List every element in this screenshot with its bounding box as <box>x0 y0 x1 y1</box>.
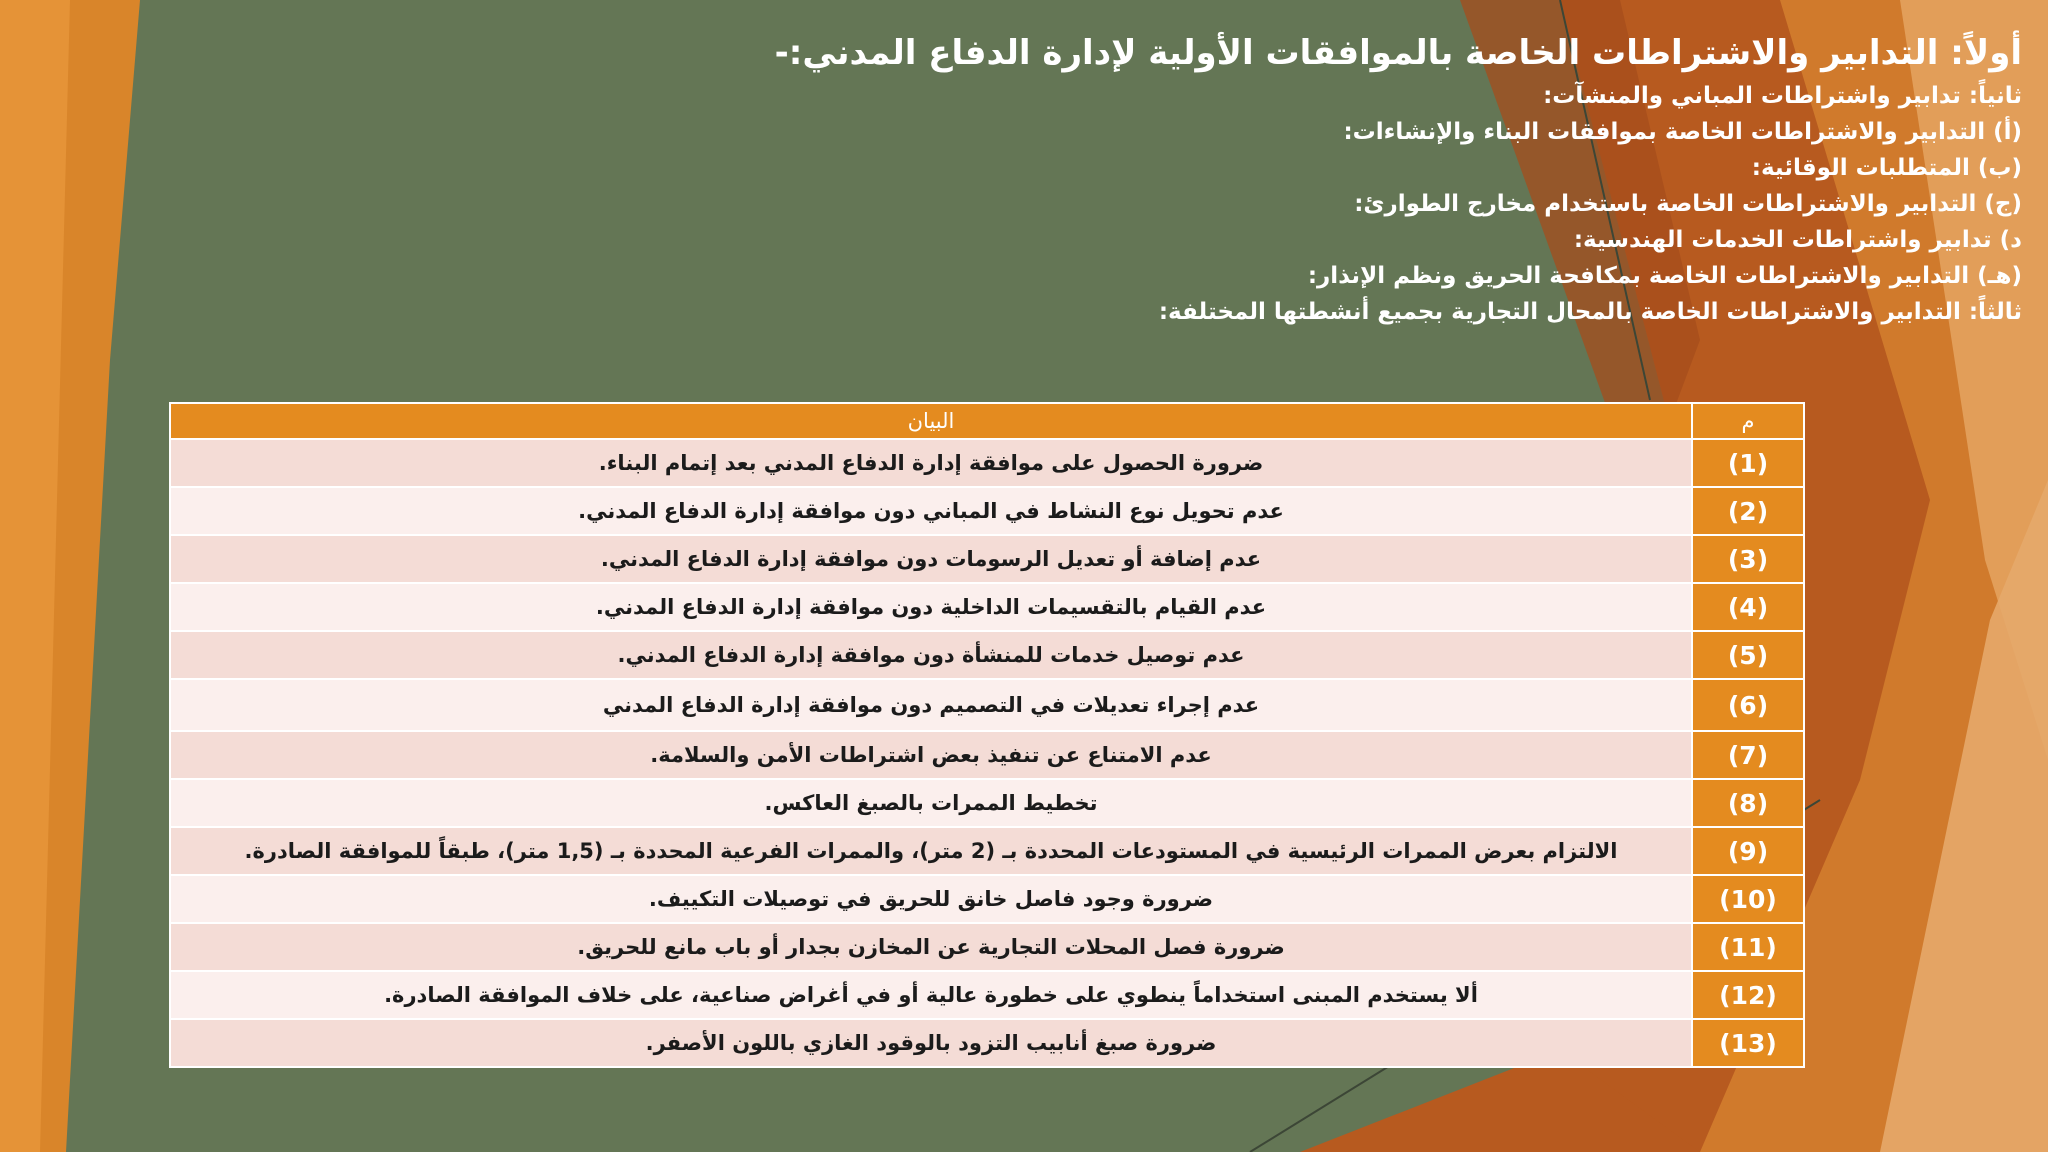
table-row <box>170 827 1804 875</box>
slide-heading <box>775 30 2022 330</box>
row-text: عدم توصيل خدمات للمنشأة دون موافقة إدارة الدفاع المدني. <box>170 631 1692 679</box>
heading-line-4: (ج) التدابير والاشتراطات الخاصة باستخدام مخارج الطوارئ: <box>1354 191 2022 217</box>
table-row <box>170 971 1804 1019</box>
table-row <box>170 583 1804 631</box>
row-text: ضرورة صبغ أنابيب التزود بالوقود الغازي باللون الأصفر. <box>170 1019 1692 1067</box>
table-row <box>170 631 1804 679</box>
row-number: (11) <box>1692 923 1804 971</box>
heading-line-3: (ب) المتطلبات الوقائية: <box>1751 155 2022 181</box>
table-row <box>170 679 1804 731</box>
table-row <box>170 1019 1804 1067</box>
row-text: الالتزام بعرض الممرات الرئيسية في المستودعات المحددة بـ (2 متر)، والممرات الفرعية المحددة بـ (1,5 متر)، طبقاً للموافقة الصادرة. <box>170 827 1692 875</box>
table-row <box>170 487 1804 535</box>
row-number: (12) <box>1692 971 1804 1019</box>
heading-line-6: (هـ) التدابير والاشتراطات الخاصة بمكافحة الحريق ونظم الإنذار: <box>1307 263 2022 289</box>
heading-line-1: ثانياً: تدابير واشتراطات المباني والمنشآت: <box>1543 83 2022 109</box>
row-number: (7) <box>1692 731 1804 779</box>
row-text: ألا يستخدم المبنى استخداماً ينطوي على خطورة عالية أو في أغراض صناعية، على خلاف الموافقة الصادرة. <box>170 971 1692 1019</box>
heading-line-5: د) تدابير واشتراطات الخدمات الهندسية: <box>1573 227 2022 253</box>
row-number: (10) <box>1692 875 1804 923</box>
table-row <box>170 923 1804 971</box>
row-text: عدم إجراء تعديلات في التصميم دون موافقة إدارة الدفاع المدني <box>170 679 1692 731</box>
table-row <box>170 535 1804 583</box>
heading-main: أولاً: التدابير والاشتراطات الخاصة بالموافقات الأولية لإدارة الدفاع المدني:- <box>774 33 2022 73</box>
row-number: (9) <box>1692 827 1804 875</box>
header-statement: البيان <box>170 403 1692 439</box>
row-text: تخطيط الممرات بالصبغ العاكس. <box>170 779 1692 827</box>
row-text: عدم القيام بالتقسيمات الداخلية دون موافقة إدارة الدفاع المدني. <box>170 583 1692 631</box>
row-text: ضرورة الحصول على موافقة إدارة الدفاع المدني بعد إتمام البناء. <box>170 439 1692 487</box>
row-number: (6) <box>1692 679 1804 731</box>
row-number: (13) <box>1692 1019 1804 1067</box>
table-row <box>170 875 1804 923</box>
row-text: ضرورة فصل المحلات التجارية عن المخازن بجدار أو باب مانع للحريق. <box>170 923 1692 971</box>
row-text: عدم تحويل نوع النشاط في المباني دون موافقة إدارة الدفاع المدني. <box>170 487 1692 535</box>
table-row <box>170 731 1804 779</box>
requirements-table <box>169 402 1805 1068</box>
row-number: (3) <box>1692 535 1804 583</box>
row-text: ضرورة وجود فاصل خانق للحريق في توصيلات التكييف. <box>170 875 1692 923</box>
row-text: عدم الامتناع عن تنفيذ بعض اشتراطات الأمن والسلامة. <box>170 731 1692 779</box>
table-row <box>170 779 1804 827</box>
header-number: م <box>1692 403 1804 439</box>
table-header-row <box>170 403 1804 439</box>
row-number: (2) <box>1692 487 1804 535</box>
row-number: (1) <box>1692 439 1804 487</box>
row-number: (5) <box>1692 631 1804 679</box>
row-text: عدم إضافة أو تعديل الرسومات دون موافقة إدارة الدفاع المدني. <box>170 535 1692 583</box>
heading-line-7: ثالثاً: التدابير والاشتراطات الخاصة بالمحال التجارية بجميع أنشطتها المختلفة: <box>1158 299 2022 325</box>
row-number: (8) <box>1692 779 1804 827</box>
row-number: (4) <box>1692 583 1804 631</box>
heading-line-2: (أ) التدابير والاشتراطات الخاصة بموافقات البناء والإنشاءات: <box>1343 119 2022 145</box>
table-row <box>170 439 1804 487</box>
